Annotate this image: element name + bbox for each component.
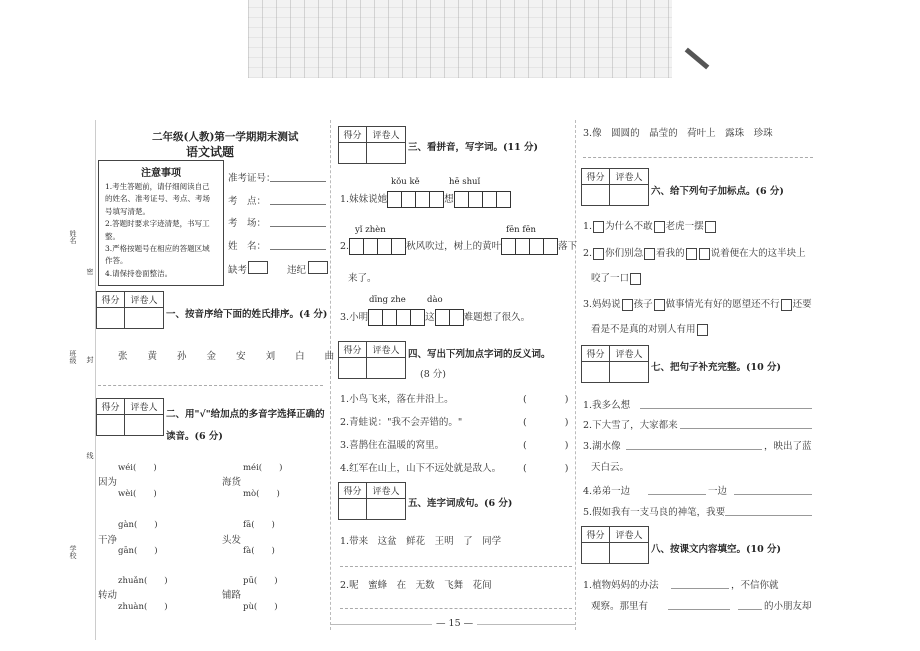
pinyin-option[interactable]: gàn( ) [118, 520, 158, 530]
char-grid[interactable] [349, 238, 406, 255]
score-label: 得分 [97, 292, 125, 308]
q-num: 2. [583, 248, 593, 259]
antonym-item: 1.小鸟飞来，落在井沿上。 [340, 394, 454, 405]
answer-line[interactable] [583, 157, 813, 158]
notice-body [99, 179, 223, 282]
section3-title: 三、看拼音，写字词。(11 分) [408, 142, 539, 153]
pinyin-option[interactable]: mò( ) [243, 489, 280, 499]
answer-paren[interactable]: ( ) [523, 463, 569, 474]
score-box [581, 526, 649, 564]
q-text: 这 [425, 312, 435, 323]
pinyin-option[interactable]: gān( ) [118, 546, 158, 556]
punct-line-3b [591, 321, 709, 336]
q-text: 你们别急 [605, 248, 644, 259]
punct-line-2 [583, 245, 806, 260]
score-label: 得分 [582, 346, 610, 362]
punct-line-2b [591, 270, 642, 285]
complete-item: 3.湖水像 [583, 441, 621, 452]
poly-word: 因为 [98, 477, 118, 488]
q-num: 2. [340, 241, 350, 252]
pen-mark [685, 48, 710, 70]
answer-line[interactable] [668, 609, 730, 610]
word-order-item: 3.像 圆圆的 晶莹的 荷叶上 露珠 珍珠 [583, 128, 773, 139]
q-text: 为什么不敢 [605, 221, 653, 232]
section8-title: 八、按课文内容填空。(10 分) [651, 544, 782, 555]
room-label: 考 场： [228, 218, 267, 229]
punct-box[interactable] [654, 299, 665, 311]
score-box [96, 291, 164, 329]
char-grid[interactable] [454, 191, 511, 208]
answer-line[interactable] [725, 515, 812, 516]
q-num: 3. [340, 312, 350, 323]
name-label: 姓 名： [228, 241, 267, 252]
score-cell[interactable] [582, 185, 610, 205]
grader-label: 评卷人 [610, 527, 648, 543]
score-label: 得分 [339, 342, 367, 358]
q-num: 1. [340, 194, 350, 205]
q-text: 落下 [558, 241, 578, 252]
antonym-item: 3.喜鹊住在温暖的窝里。 [340, 440, 445, 451]
grader-cell[interactable] [367, 143, 405, 163]
char-grid[interactable] [501, 238, 558, 255]
complete-item: 5.假如我有一支马良的神笔，我要 [583, 507, 726, 518]
absent-label: 缺考 [228, 265, 248, 276]
surname: 张 [118, 351, 128, 362]
grader-label: 评卷人 [367, 342, 405, 358]
grader-cell[interactable] [610, 185, 648, 205]
answer-line[interactable] [98, 385, 323, 386]
pinyin-option[interactable]: zhuǎn( ) [118, 576, 168, 586]
exam-subtitle: 语文试题 [186, 145, 235, 159]
section1-title: 一、按音序给下面的姓氏排序。(4 分) [166, 309, 328, 320]
poly-word: 转动 [98, 590, 118, 601]
punct-box[interactable] [622, 299, 633, 311]
notice-item: 4.请保持卷面整洁。 [105, 268, 173, 278]
grader-label: 评卷人 [610, 346, 648, 362]
exam-no-field[interactable] [270, 181, 326, 182]
side-label-seal2: 封 [86, 356, 94, 363]
venue-field[interactable] [270, 204, 326, 205]
section4-title: 四、写出下列加点字词的反义词。 [408, 349, 551, 360]
q-text: 秋风吹过，树上的黄叶 [406, 241, 502, 252]
score-label: 得分 [582, 527, 610, 543]
column-divider [575, 120, 576, 630]
score-cell[interactable] [582, 543, 610, 563]
pinyin-prompt: hē shuǐ [449, 177, 481, 187]
pinyin-prompt: fēn fēn [506, 225, 537, 235]
page-number: — 15 — [432, 618, 477, 629]
q-text: 孩子 [633, 299, 653, 310]
punct-box[interactable] [593, 248, 604, 260]
pinyin-prompt: yǐ zhèn [355, 225, 386, 235]
scanner-strip [248, 0, 672, 78]
q3-2-cont: 来了。 [348, 273, 377, 284]
side-label-class: 班级 [69, 350, 77, 364]
section6-title: 六、给下列句子加标点。(6 分) [651, 186, 784, 197]
column-divider [330, 120, 331, 630]
score-box [96, 398, 164, 436]
punct-box[interactable] [593, 221, 604, 233]
fill-cont: 的小朋友却 [764, 601, 812, 612]
score-cell[interactable] [97, 308, 125, 328]
pinyin-prompt: dào [427, 295, 443, 305]
pinyin-prompt: dīng zhe [369, 295, 406, 305]
surname: 安 [236, 351, 246, 362]
complete-cont: ，映出了蓝 [764, 441, 812, 452]
fill-cont: ，不信你就 [731, 580, 779, 591]
surname: 孙 [177, 351, 187, 362]
surname-list [118, 348, 334, 362]
surname: 金 [206, 351, 217, 362]
score-cell[interactable] [339, 499, 367, 519]
pinyin-option[interactable]: fà( ) [243, 546, 275, 556]
pinyin-option[interactable]: pù( ) [243, 602, 278, 612]
exam-title: 二年级(人教)第一学期期末测试 [152, 131, 299, 143]
grader-cell[interactable] [610, 362, 648, 382]
score-box [338, 126, 406, 164]
punct-box[interactable] [699, 248, 710, 260]
q-text: 还要 [792, 299, 812, 310]
grader-cell[interactable] [367, 358, 405, 378]
surname: 白 [295, 351, 305, 362]
punct-box[interactable] [686, 248, 697, 260]
antonym-item: 2.青蛙说："我不会弄错的。" [340, 417, 463, 428]
fill-item: 观察。那里有 [591, 601, 649, 612]
complete-cont: 天白云。 [591, 462, 630, 473]
absent-box[interactable] [248, 261, 268, 274]
pinyin-option[interactable]: zhuàn( ) [118, 602, 168, 612]
poly-word: 头发 [222, 535, 242, 546]
room-field[interactable] [270, 226, 326, 227]
fill-item: 1.植物妈妈的办法 [583, 580, 659, 591]
side-label-line: 线 [86, 452, 94, 459]
score-cell[interactable] [339, 143, 367, 163]
answer-line[interactable] [680, 428, 812, 429]
venue-label: 考 点： [228, 196, 267, 207]
answer-line[interactable] [340, 566, 572, 567]
q-text: 小明 [349, 312, 369, 323]
q-num: 1. [583, 221, 593, 232]
score-box [338, 482, 406, 520]
complete-cont: 一边 [708, 486, 728, 497]
answer-paren[interactable]: ( ) [523, 440, 569, 451]
score-box [338, 341, 406, 379]
q-text: 看我的 [656, 248, 685, 259]
punct-line-1 [583, 218, 717, 233]
q3-1 [340, 191, 511, 208]
punct-box[interactable] [654, 221, 665, 233]
grader-cell[interactable] [367, 499, 405, 519]
score-cell[interactable] [339, 358, 367, 378]
answer-line[interactable] [648, 494, 706, 495]
score-label: 得分 [97, 399, 125, 415]
answer-line[interactable] [671, 588, 729, 589]
grader-cell[interactable] [125, 415, 163, 435]
grader-label: 评卷人 [610, 169, 648, 185]
score-cell[interactable] [582, 362, 610, 382]
grader-label: 评卷人 [367, 483, 405, 499]
complete-item: 2.下大雪了，大家都来 [583, 420, 678, 431]
notice-title: 注意事项 [141, 168, 181, 179]
q3-2 [340, 238, 577, 255]
grader-label: 评卷人 [125, 399, 163, 415]
pinyin-option[interactable]: fā( ) [243, 520, 275, 530]
complete-item: 1.我多么想 [583, 400, 631, 411]
violation-box[interactable] [308, 261, 328, 274]
notice-item: 3.严格按题号在相应的答题区域作答。 [105, 244, 210, 266]
binding-line [95, 120, 96, 640]
grader-cell[interactable] [125, 308, 163, 328]
section2-title: 二、用"√"给加点的多音字选择正确的读音。(6 分) [166, 409, 325, 442]
punct-box[interactable] [630, 273, 641, 285]
answer-line[interactable] [734, 494, 812, 495]
side-label-school: 学校 [69, 545, 77, 559]
q-text: 老虎一摆 [665, 221, 704, 232]
surname: 黄 [147, 351, 158, 362]
surname: 曲 [324, 351, 335, 362]
q-text: 想 [444, 194, 454, 205]
poly-word: 干净 [98, 535, 118, 546]
punct-box[interactable] [705, 221, 716, 233]
q-text: 做事情光有好的愿望还不行 [665, 299, 780, 310]
score-cell[interactable] [97, 415, 125, 435]
pinyin-prompt: kǒu kě [391, 177, 420, 187]
section4-points: (8 分) [420, 369, 446, 380]
poly-word: 铺路 [222, 590, 242, 601]
q-text: 看是不是真的对别人有用 [591, 324, 696, 335]
notice-box [98, 160, 224, 286]
char-grid[interactable] [435, 309, 464, 326]
pinyin-option[interactable]: pū( ) [243, 576, 278, 586]
word-order-item: 2.呢 蜜蜂 在 无数 飞舞 花间 [340, 580, 492, 591]
pinyin-option[interactable]: wèi( ) [118, 489, 157, 499]
grader-label: 评卷人 [367, 127, 405, 143]
score-label: 得分 [339, 127, 367, 143]
notice-item: 2.答题时要求字迹清楚，书写工整。 [105, 219, 210, 241]
surname: 刘 [265, 351, 276, 362]
punct-box[interactable] [697, 324, 708, 336]
pinyin-option[interactable]: méi( ) [243, 463, 283, 473]
poly-word: 海货 [222, 477, 242, 488]
q-text: 咬了一口 [591, 273, 630, 284]
punct-line-3 [583, 296, 812, 311]
side-label-name: 姓名 [69, 230, 77, 244]
score-label: 得分 [339, 483, 367, 499]
section7-title: 七、把句子补充完整。(10 分) [651, 362, 782, 373]
score-box [581, 345, 649, 383]
score-box [581, 168, 649, 206]
q-text: 难题想了很久。 [463, 312, 531, 323]
side-label-seal: 密 [86, 268, 94, 275]
score-label: 得分 [582, 169, 610, 185]
punct-box[interactable] [781, 299, 792, 311]
punct-box[interactable] [644, 248, 655, 260]
q-text: 3.妈妈说 [583, 299, 621, 310]
char-grid[interactable] [387, 191, 444, 208]
name-field[interactable] [270, 249, 326, 250]
violation-label: 违纪 [287, 265, 307, 276]
answer-paren[interactable]: ( ) [523, 394, 569, 405]
q-text: 妹妹说她 [349, 194, 388, 205]
grader-cell[interactable] [610, 543, 648, 563]
char-grid[interactable] [368, 309, 425, 326]
answer-line[interactable] [738, 609, 762, 610]
q3-3 [340, 309, 530, 326]
antonym-item: 4.红军在山上，山下不远处就是敌人。 [340, 463, 502, 474]
q-text: 说着便在大的这半块上 [710, 248, 806, 259]
pinyin-option[interactable]: wéi( ) [118, 463, 157, 473]
answer-paren[interactable]: ( ) [523, 417, 569, 428]
word-order-item: 1.带来 这盆 鲜花 王明 了 同学 [340, 536, 502, 547]
complete-item: 4.弟弟一边 [583, 486, 631, 497]
answer-line[interactable] [340, 608, 572, 609]
answer-line[interactable] [640, 408, 812, 409]
exam-no-label: 准考证号： [228, 173, 276, 184]
answer-line[interactable] [626, 449, 762, 450]
section5-title: 五、连字词成句。(6 分) [408, 498, 513, 509]
grader-label: 评卷人 [125, 292, 163, 308]
notice-item: 1.考生答题前，请仔细阅读自己的姓名、准考证号、考点、考场号填写清楚。 [105, 182, 210, 216]
